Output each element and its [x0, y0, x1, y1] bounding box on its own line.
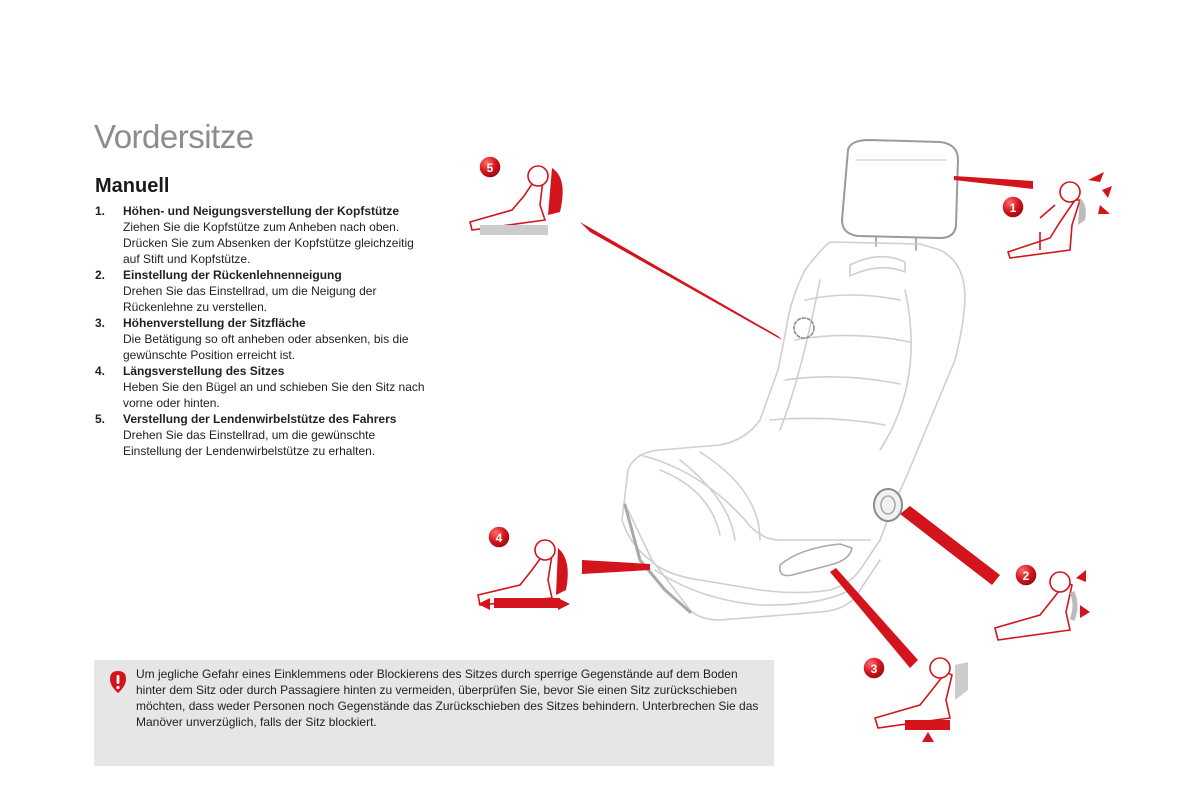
- callout-label-4: 4: [495, 531, 503, 545]
- step-heading: Einstellung der Rückenlehnenneigung: [123, 268, 342, 282]
- section-title: Manuell: [95, 175, 170, 197]
- seat-outline: [622, 140, 965, 620]
- step-text: Ziehen Sie die Kopfstütze zum Anheben nach oben. Drücken Sie zum Absenken der Kopfstütze gleichzeitig auf Stift und Kopfstütze.: [123, 220, 414, 266]
- step-number: 5.: [95, 412, 106, 426]
- icon-step-2: [995, 570, 1090, 640]
- callout-label-5: 5: [486, 161, 494, 175]
- step-heading: Höhen- und Neigungsverstellung der Kopfstütze: [123, 204, 400, 218]
- leader-lines: [580, 176, 1033, 668]
- warning-icon: [108, 670, 128, 694]
- callout-label-1: 1: [1009, 201, 1017, 215]
- step-heading: Höhenverstellung der Sitzfläche: [123, 316, 306, 330]
- warning-text: Um jegliche Gefahr eines Einklemmens oder Blockierens des Sitzes durch sperrige Gegenstände auf dem Boden hinter dem Sitz oder durch Passagiere hinten zu vermeiden, überprüfen Sie, bevor Sie einen Sitz zurückschieben möchten, dass weder Personen noch Gegenstände das Zurückschieben des Sitzes behindern. Unterbrechen Sie das Manöver unverzüglich, falls der Sitz blockiert.: [136, 667, 759, 729]
- callout-badge-4: [488, 526, 510, 548]
- step-text: Die Betätigung so oft anheben oder absenken, bis die gewünschte Position erreicht ist.: [123, 332, 409, 362]
- step-heading: Verstellung der Lendenwirbelstütze des Fahrers: [123, 412, 397, 426]
- step-heading: Längsverstellung des Sitzes: [123, 364, 285, 378]
- step-number: 1.: [95, 204, 106, 218]
- callout-label-3: 3: [870, 662, 878, 676]
- icon-step-3: [875, 658, 968, 742]
- callout-badge-1: [1002, 196, 1024, 218]
- icon-step-4: [478, 540, 570, 610]
- step-number: 4.: [95, 364, 106, 378]
- step-text: Drehen Sie das Einstellrad, um die Neigung der Rückenlehne zu verstellen.: [123, 284, 377, 314]
- warning-box: [94, 660, 774, 766]
- callout-badge-2: [1015, 564, 1037, 586]
- callout-badge-5: [479, 156, 501, 178]
- step-text: Heben Sie den Bügel an und schieben Sie den Sitz nach vorne oder hinten.: [123, 380, 425, 410]
- page-title: Vordersitze: [94, 118, 254, 155]
- step-text: Drehen Sie das Einstellrad, um die gewünschte Einstellung der Lendenwirbelstütze zu erhalten.: [123, 428, 376, 458]
- step-number: 3.: [95, 316, 106, 330]
- step-number: 2.: [95, 268, 106, 282]
- callout-badge-3: [863, 657, 885, 679]
- callout-label-2: 2: [1022, 569, 1030, 583]
